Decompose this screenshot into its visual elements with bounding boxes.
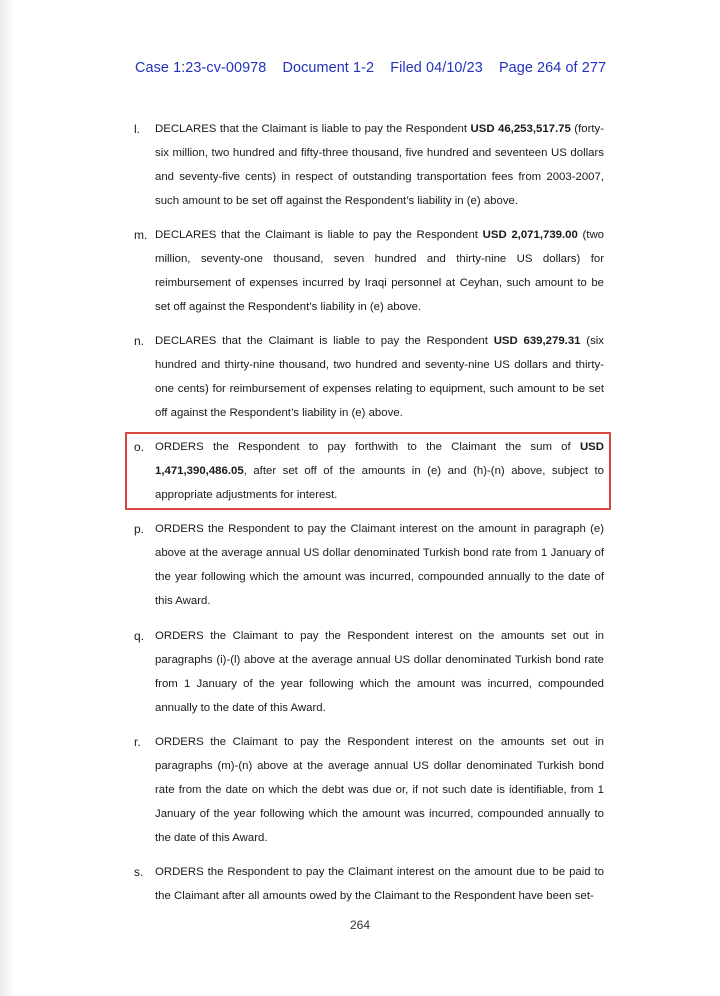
paragraph-r	[134, 730, 604, 850]
page-edge-shadow	[0, 0, 14, 996]
filed-date: Filed 04/10/23	[390, 60, 483, 76]
paragraph-label: l.	[134, 122, 140, 136]
paragraph-q	[134, 624, 604, 720]
paragraph-o	[134, 435, 604, 507]
page-of-total: Page 264 of 277	[498, 60, 607, 76]
paragraph-label: o.	[134, 440, 145, 454]
document-number: Document 1-2	[282, 60, 375, 76]
paragraph-text: ORDERS the Claimant to pay the Respondent interest on the amounts set out in paragraphs (i)-(l) above at the average annual US dollar denominated Turkish bond rate from 1 January of the year following which the amount was incurred, compounded annually to the date of this Award.	[155, 630, 604, 714]
paragraph-label: r.	[134, 735, 141, 749]
paragraph-label: p.	[134, 522, 145, 536]
paragraph-text: ORDERS the Respondent to pay forthwith to the Claimant the sum of USD 1,471,390,486.05, after set off of the amounts in (e) and (h)-(n) above, subject to appropriate adjustments for interest.	[155, 441, 604, 501]
court-filing-header	[135, 60, 606, 76]
paragraph-label: m.	[134, 228, 148, 242]
paragraph-l	[134, 117, 604, 213]
paragraph-label: n.	[134, 334, 145, 348]
paragraph-text: DECLARES that the Claimant is liable to pay the Respondent USD 46,253,517.75 (forty-six million, two hundred and fifty-three thousand, five hundred and seventeen US dollars and seventy-five cents) in respect of outstanding transportation fees from 2003-2007, such amount to be set off against the Respondent’s liability in (e) above.	[155, 123, 605, 207]
paragraph-s	[134, 860, 604, 908]
paragraph-text: DECLARES that the Claimant is liable to pay the Respondent USD 639,279.31 (six hundred and thirty-nine thousand, two hundred and seventy-nine US dollars and thirty-one cents) for reimbursement of expenses relating to equipment, such amount to be set off against the Respondent’s liability in (e) above.	[155, 335, 605, 419]
paragraph-n	[134, 329, 604, 425]
paragraph-text: ORDERS the Respondent to pay the Claimant interest on the amount due to be paid to the Claimant after all amounts owed by the Claimant to the Respondent have been set-	[155, 866, 604, 902]
paragraph-m	[134, 223, 604, 319]
paragraph-text: ORDERS the Respondent to pay the Claimant interest on the amount in paragraph (e) above at the average annual US dollar denominated Turkish bond rate from 1 January of the year following which the amount was incurred, compounded annually to the date of this Award.	[155, 523, 604, 607]
paragraph-text: DECLARES that the Claimant is liable to pay the Respondent USD 2,071,739.00 (two million, seventy-one thousand, seven hundred and thirty-nine US dollars) for reimbursement of expenses incurred by Iraqi personnel at Ceyhan, such amount to be set off against the Respondent’s liability in (e) above.	[155, 229, 605, 313]
paragraph-text: ORDERS the Claimant to pay the Respondent interest on the amounts set out in paragraphs (m)-(n) above at the average annual US dollar denominated Turkish bond rate from the date on which the debt was due or, if not such date is identifiable, from 1 January of the year following which the amount was incurred, compounded annually to the date of this Award.	[155, 736, 604, 844]
amount: USD 1,471,390,486.05	[155, 441, 604, 477]
paragraph-p	[134, 517, 604, 613]
page-number: 264	[349, 918, 371, 932]
paragraph-label: q.	[134, 629, 145, 643]
amount: USD 639,279.31	[493, 335, 581, 347]
amount: USD 46,253,517.75	[470, 123, 571, 135]
paragraph-label: s.	[134, 865, 144, 879]
case-number: Case 1:23-cv-00978	[135, 60, 267, 76]
amount: USD 2,071,739.00	[482, 229, 578, 241]
